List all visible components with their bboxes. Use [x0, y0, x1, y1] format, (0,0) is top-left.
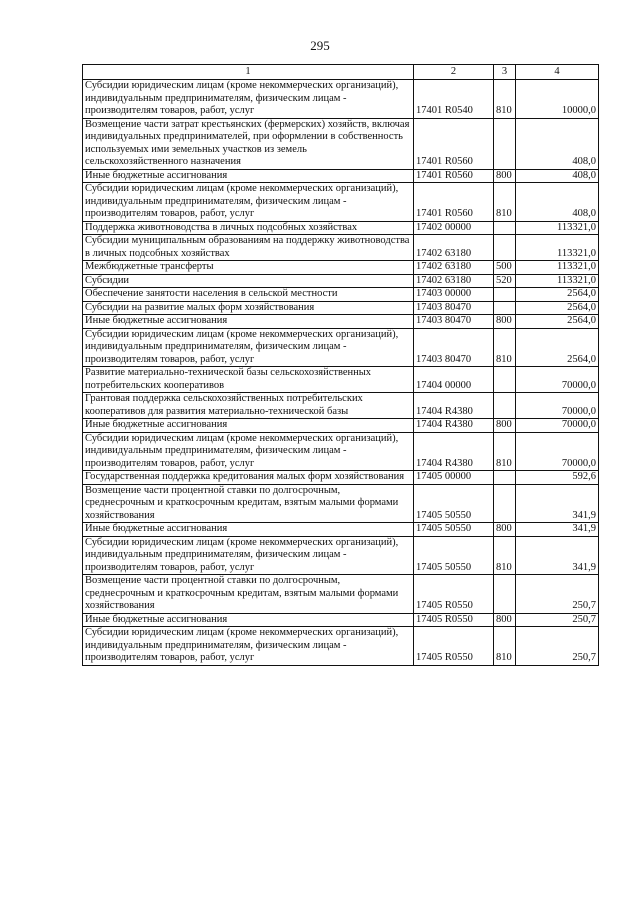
column-header-name: 1 [83, 65, 414, 80]
column-header-type: 3 [494, 65, 516, 80]
row-type-cell [494, 367, 516, 393]
row-type-cell: 800 [494, 613, 516, 627]
table-row [83, 613, 599, 627]
row-amount-cell: 113321,0 [516, 235, 599, 261]
row-name-cell: Субсидии юридическим лицам (кроме некоммерческих организаций), индивидуальным предпринимателям, физическим лицам - производителям товаров, работ, услуг [83, 627, 414, 666]
table-header-row [83, 65, 599, 80]
row-type-cell: 810 [494, 328, 516, 367]
row-code-cell: 17402 00000 [414, 221, 494, 235]
row-amount-cell: 592,6 [516, 471, 599, 485]
table-row [83, 627, 599, 666]
row-code-cell: 17405 R0550 [414, 613, 494, 627]
row-name-cell: Субсидии юридическим лицам (кроме некоммерческих организаций), индивидуальным предпринимателям, физическим лицам - производителям товаров, работ, услуг [83, 80, 414, 119]
row-name-cell: Субсидии на развитие малых форм хозяйствования [83, 301, 414, 315]
table-row [83, 301, 599, 315]
row-type-cell [494, 221, 516, 235]
row-amount-cell: 2564,0 [516, 315, 599, 329]
table-row [83, 235, 599, 261]
row-type-cell [494, 575, 516, 614]
row-type-cell [494, 301, 516, 315]
row-code-cell: 17405 50550 [414, 523, 494, 537]
table-row [83, 367, 599, 393]
row-name-cell: Иные бюджетные ассигнования [83, 315, 414, 329]
row-name-cell: Субсидии [83, 274, 414, 288]
row-type-cell: 520 [494, 274, 516, 288]
table-row [83, 261, 599, 275]
table-row [83, 221, 599, 235]
table-row [83, 536, 599, 575]
row-code-cell: 17402 63180 [414, 274, 494, 288]
table-row [83, 169, 599, 183]
row-type-cell [494, 235, 516, 261]
row-code-cell: 17405 R0550 [414, 627, 494, 666]
table-row [83, 484, 599, 523]
column-header-code: 2 [414, 65, 494, 80]
row-name-cell: Субсидии юридическим лицам (кроме некоммерческих организаций), индивидуальным предпринимателям, физическим лицам - производителям товаров, работ, услуг [83, 183, 414, 222]
table-row [83, 471, 599, 485]
row-name-cell: Обеспечение занятости населения в сельской местности [83, 288, 414, 302]
row-amount-cell: 113321,0 [516, 261, 599, 275]
row-code-cell: 17405 00000 [414, 471, 494, 485]
row-code-cell: 17404 00000 [414, 367, 494, 393]
table-row [83, 315, 599, 329]
row-code-cell: 17403 00000 [414, 288, 494, 302]
row-amount-cell: 408,0 [516, 169, 599, 183]
row-type-cell: 800 [494, 419, 516, 433]
row-code-cell: 17401 R0560 [414, 118, 494, 169]
row-amount-cell: 70000,0 [516, 419, 599, 433]
row-type-cell: 800 [494, 169, 516, 183]
row-name-cell: Развитие материально-технической базы сельскохозяйственных потребительских кооперативов [83, 367, 414, 393]
row-type-cell: 810 [494, 536, 516, 575]
row-code-cell: 17404 R4380 [414, 432, 494, 471]
table-row [83, 183, 599, 222]
row-code-cell: 17403 80470 [414, 301, 494, 315]
row-name-cell: Иные бюджетные ассигнования [83, 169, 414, 183]
row-type-cell [494, 288, 516, 302]
row-code-cell: 17405 50550 [414, 536, 494, 575]
row-amount-cell: 2564,0 [516, 328, 599, 367]
row-code-cell: 17401 R0560 [414, 183, 494, 222]
table-row [83, 393, 599, 419]
row-amount-cell: 70000,0 [516, 393, 599, 419]
row-type-cell [494, 471, 516, 485]
row-amount-cell: 408,0 [516, 118, 599, 169]
page-number: 295 [310, 38, 330, 53]
row-amount-cell: 408,0 [516, 183, 599, 222]
row-code-cell: 17403 80470 [414, 315, 494, 329]
row-amount-cell: 250,7 [516, 575, 599, 614]
row-amount-cell: 341,9 [516, 523, 599, 537]
table-body [83, 80, 599, 666]
row-type-cell: 800 [494, 315, 516, 329]
row-type-cell: 810 [494, 432, 516, 471]
row-name-cell: Иные бюджетные ассигнования [83, 419, 414, 433]
budget-table [82, 64, 599, 666]
row-name-cell: Субсидии юридическим лицам (кроме некоммерческих организаций), индивидуальным предпринимателям, физическим лицам - производителям товаров, работ, услуг [83, 536, 414, 575]
row-name-cell: Иные бюджетные ассигнования [83, 523, 414, 537]
row-name-cell: Иные бюджетные ассигнования [83, 613, 414, 627]
row-type-cell: 810 [494, 183, 516, 222]
row-type-cell: 800 [494, 523, 516, 537]
table-row [83, 575, 599, 614]
table-row [83, 432, 599, 471]
row-amount-cell: 70000,0 [516, 432, 599, 471]
table-row [83, 274, 599, 288]
table-row [83, 118, 599, 169]
table-row [83, 328, 599, 367]
row-amount-cell: 250,7 [516, 627, 599, 666]
row-name-cell: Субсидии юридическим лицам (кроме некоммерческих организаций), индивидуальным предпринимателям, физическим лицам - производителям товаров, работ, услуг [83, 328, 414, 367]
row-type-cell: 810 [494, 80, 516, 119]
row-amount-cell: 2564,0 [516, 301, 599, 315]
row-name-cell: Возмещение части затрат крестьянских (фермерских) хозяйств, включая индивидуальных предпринимателей, при оформлении в собственность используемых ими земельных участков из земель сельскохозяйственного назначения [83, 118, 414, 169]
row-type-cell: 500 [494, 261, 516, 275]
row-type-cell [494, 393, 516, 419]
row-name-cell: Субсидии юридическим лицам (кроме некоммерческих организаций), индивидуальным предпринимателям, физическим лицам - производителям товаров, работ, услуг [83, 432, 414, 471]
row-name-cell: Субсидии муниципальным образованиям на поддержку животноводства в личных подсобных хозяйствах [83, 235, 414, 261]
row-amount-cell: 113321,0 [516, 274, 599, 288]
row-code-cell: 17404 R4380 [414, 393, 494, 419]
row-name-cell: Возмещение части процентной ставки по долгосрочным, среднесрочным и краткосрочным кредитам, взятым малыми формами хозяйствования [83, 484, 414, 523]
row-amount-cell: 250,7 [516, 613, 599, 627]
row-type-cell [494, 484, 516, 523]
table-row [83, 288, 599, 302]
column-header-amount: 4 [516, 65, 599, 80]
row-amount-cell: 10000,0 [516, 80, 599, 119]
row-amount-cell: 113321,0 [516, 221, 599, 235]
row-code-cell: 17405 R0550 [414, 575, 494, 614]
row-type-cell [494, 118, 516, 169]
table-row [83, 419, 599, 433]
row-code-cell: 17401 R0560 [414, 169, 494, 183]
row-amount-cell: 2564,0 [516, 288, 599, 302]
row-name-cell: Поддержка животноводства в личных подсобных хозяйствах [83, 221, 414, 235]
row-code-cell: 17405 50550 [414, 484, 494, 523]
row-name-cell: Межбюджетные трансферты [83, 261, 414, 275]
row-code-cell: 17402 63180 [414, 235, 494, 261]
row-name-cell: Возмещение части процентной ставки по долгосрочным, среднесрочным и краткосрочным кредитам, взятым малыми формами хозяйствования [83, 575, 414, 614]
row-code-cell: 17401 R0540 [414, 80, 494, 119]
row-code-cell: 17404 R4380 [414, 419, 494, 433]
table-row [83, 80, 599, 119]
row-code-cell: 17402 63180 [414, 261, 494, 275]
row-amount-cell: 341,9 [516, 536, 599, 575]
row-amount-cell: 70000,0 [516, 367, 599, 393]
row-code-cell: 17403 80470 [414, 328, 494, 367]
row-type-cell: 810 [494, 627, 516, 666]
row-name-cell: Государственная поддержка кредитования малых форм хозяйствования [83, 471, 414, 485]
table-row [83, 523, 599, 537]
row-name-cell: Грантовая поддержка сельскохозяйственных потребительских кооперативов для развития материально-технической базы [83, 393, 414, 419]
row-amount-cell: 341,9 [516, 484, 599, 523]
